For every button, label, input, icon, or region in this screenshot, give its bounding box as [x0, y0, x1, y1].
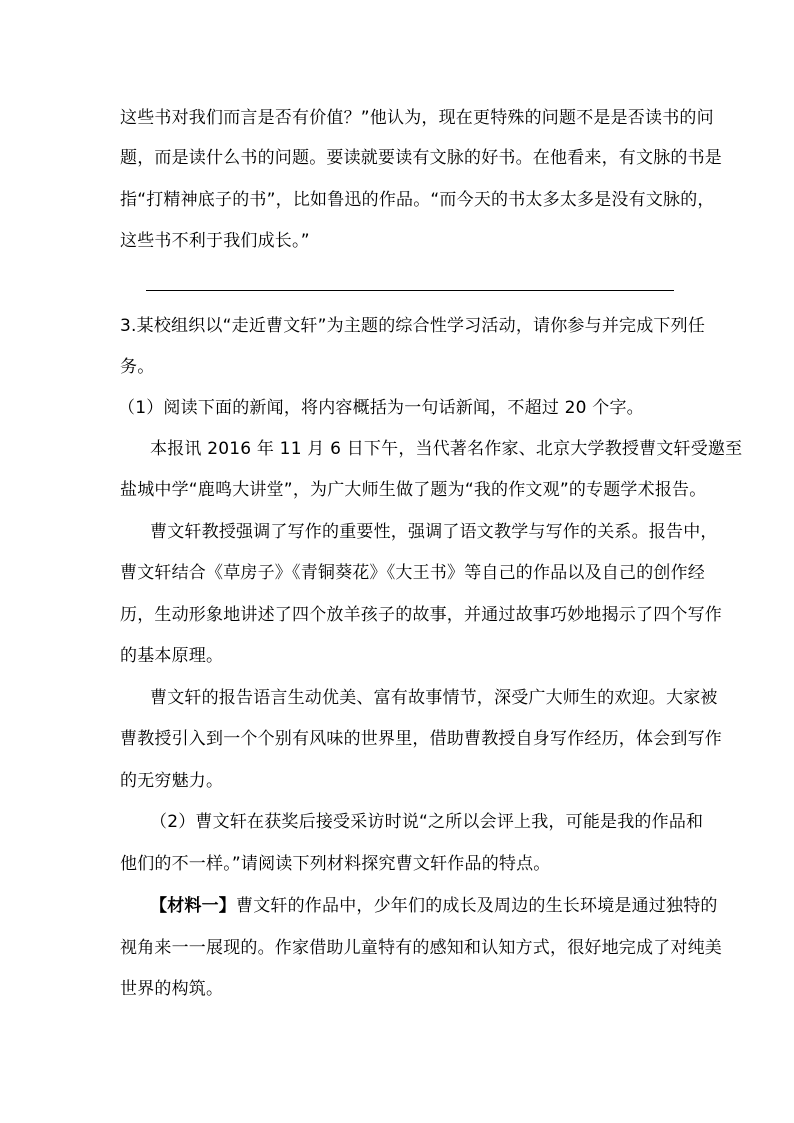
task2-line-2: 他们的不一样。”请阅读下列材料探究曹文轩作品的特点。	[120, 854, 551, 874]
material1-line-2: 视角来一一展现的。作家借助儿童特有的感知和认知方式，很好地完成了对纯美	[120, 938, 722, 958]
news-para1-line-2: 盐城中学“鹿鸣大讲堂”，为广大师生做了题为“我的作文观”的专题学术报告。	[120, 480, 707, 500]
task2-line-1: （2）曹文轩在获奖后接受采访时说“之所以会评上我，可能是我的作品和	[150, 812, 704, 832]
material1-line-3: 世界的构筑。	[120, 979, 224, 999]
question3-line-2: 务。	[120, 357, 155, 377]
news-para3-line-3: 的无穷魅力。	[120, 771, 224, 791]
news-para2-line-1: 曹文轩教授强调了写作的重要性，强调了语文教学与写作的关系。报告中，	[150, 522, 718, 542]
task1-prompt: （1）阅读下面的新闻，将内容概括为一句话新闻，不超过 20 个字。	[118, 398, 644, 418]
intro-line-1: 这些书对我们而言是否有价值？”他认为，现在更特殊的问题不是是否读书的问	[120, 108, 714, 128]
intro-line-4: 这些书不利于我们成长。”	[120, 231, 310, 251]
material1-line-1	[150, 894, 718, 918]
news-para2-line-3: 历，生动形象地讲述了四个放羊孩子的故事，并通过故事巧妙地揭示了四个写作	[120, 605, 722, 625]
question3-line-1: 3.某校组织以“走近曹文轩”为主题的综合性学习活动，请你参与并完成下列任	[120, 316, 706, 336]
intro-line-2: 题，而是读什么书的问题。要读就要读有文脉的好书。在他看来，有文脉的书是	[120, 148, 722, 168]
news-para3-line-1: 曹文轩的报告语言生动优美、富有故事情节，深受广大师生的欢迎。大家被	[150, 688, 718, 708]
news-para3-line-2: 曹教授引入到一个个别有风味的世界里，借助曹教授自身写作经历，体会到写作	[120, 729, 722, 749]
material1-line-1-text: 曹文轩的作品中，少年们的成长及周边的生长环境是通过独特的	[236, 896, 718, 916]
news-para2-line-4: 的基本原理。	[120, 646, 224, 666]
answer-line	[146, 290, 674, 291]
intro-line-3: 指“打精神底子的书”，比如鲁迅的作品。“而今天的书太多太多是没有文脉的，	[120, 190, 715, 210]
material1-label: 【材料一】	[150, 896, 236, 916]
news-para1-line-1: 本报讯 2016 年 11 月 6 日下午，当代著名作家、北京大学教授曹文轩受邀至	[150, 439, 743, 459]
news-para2-line-2: 曹文轩结合《草房子》《青铜葵花》《大王书》等自己的作品以及自己的创作经	[120, 563, 705, 583]
